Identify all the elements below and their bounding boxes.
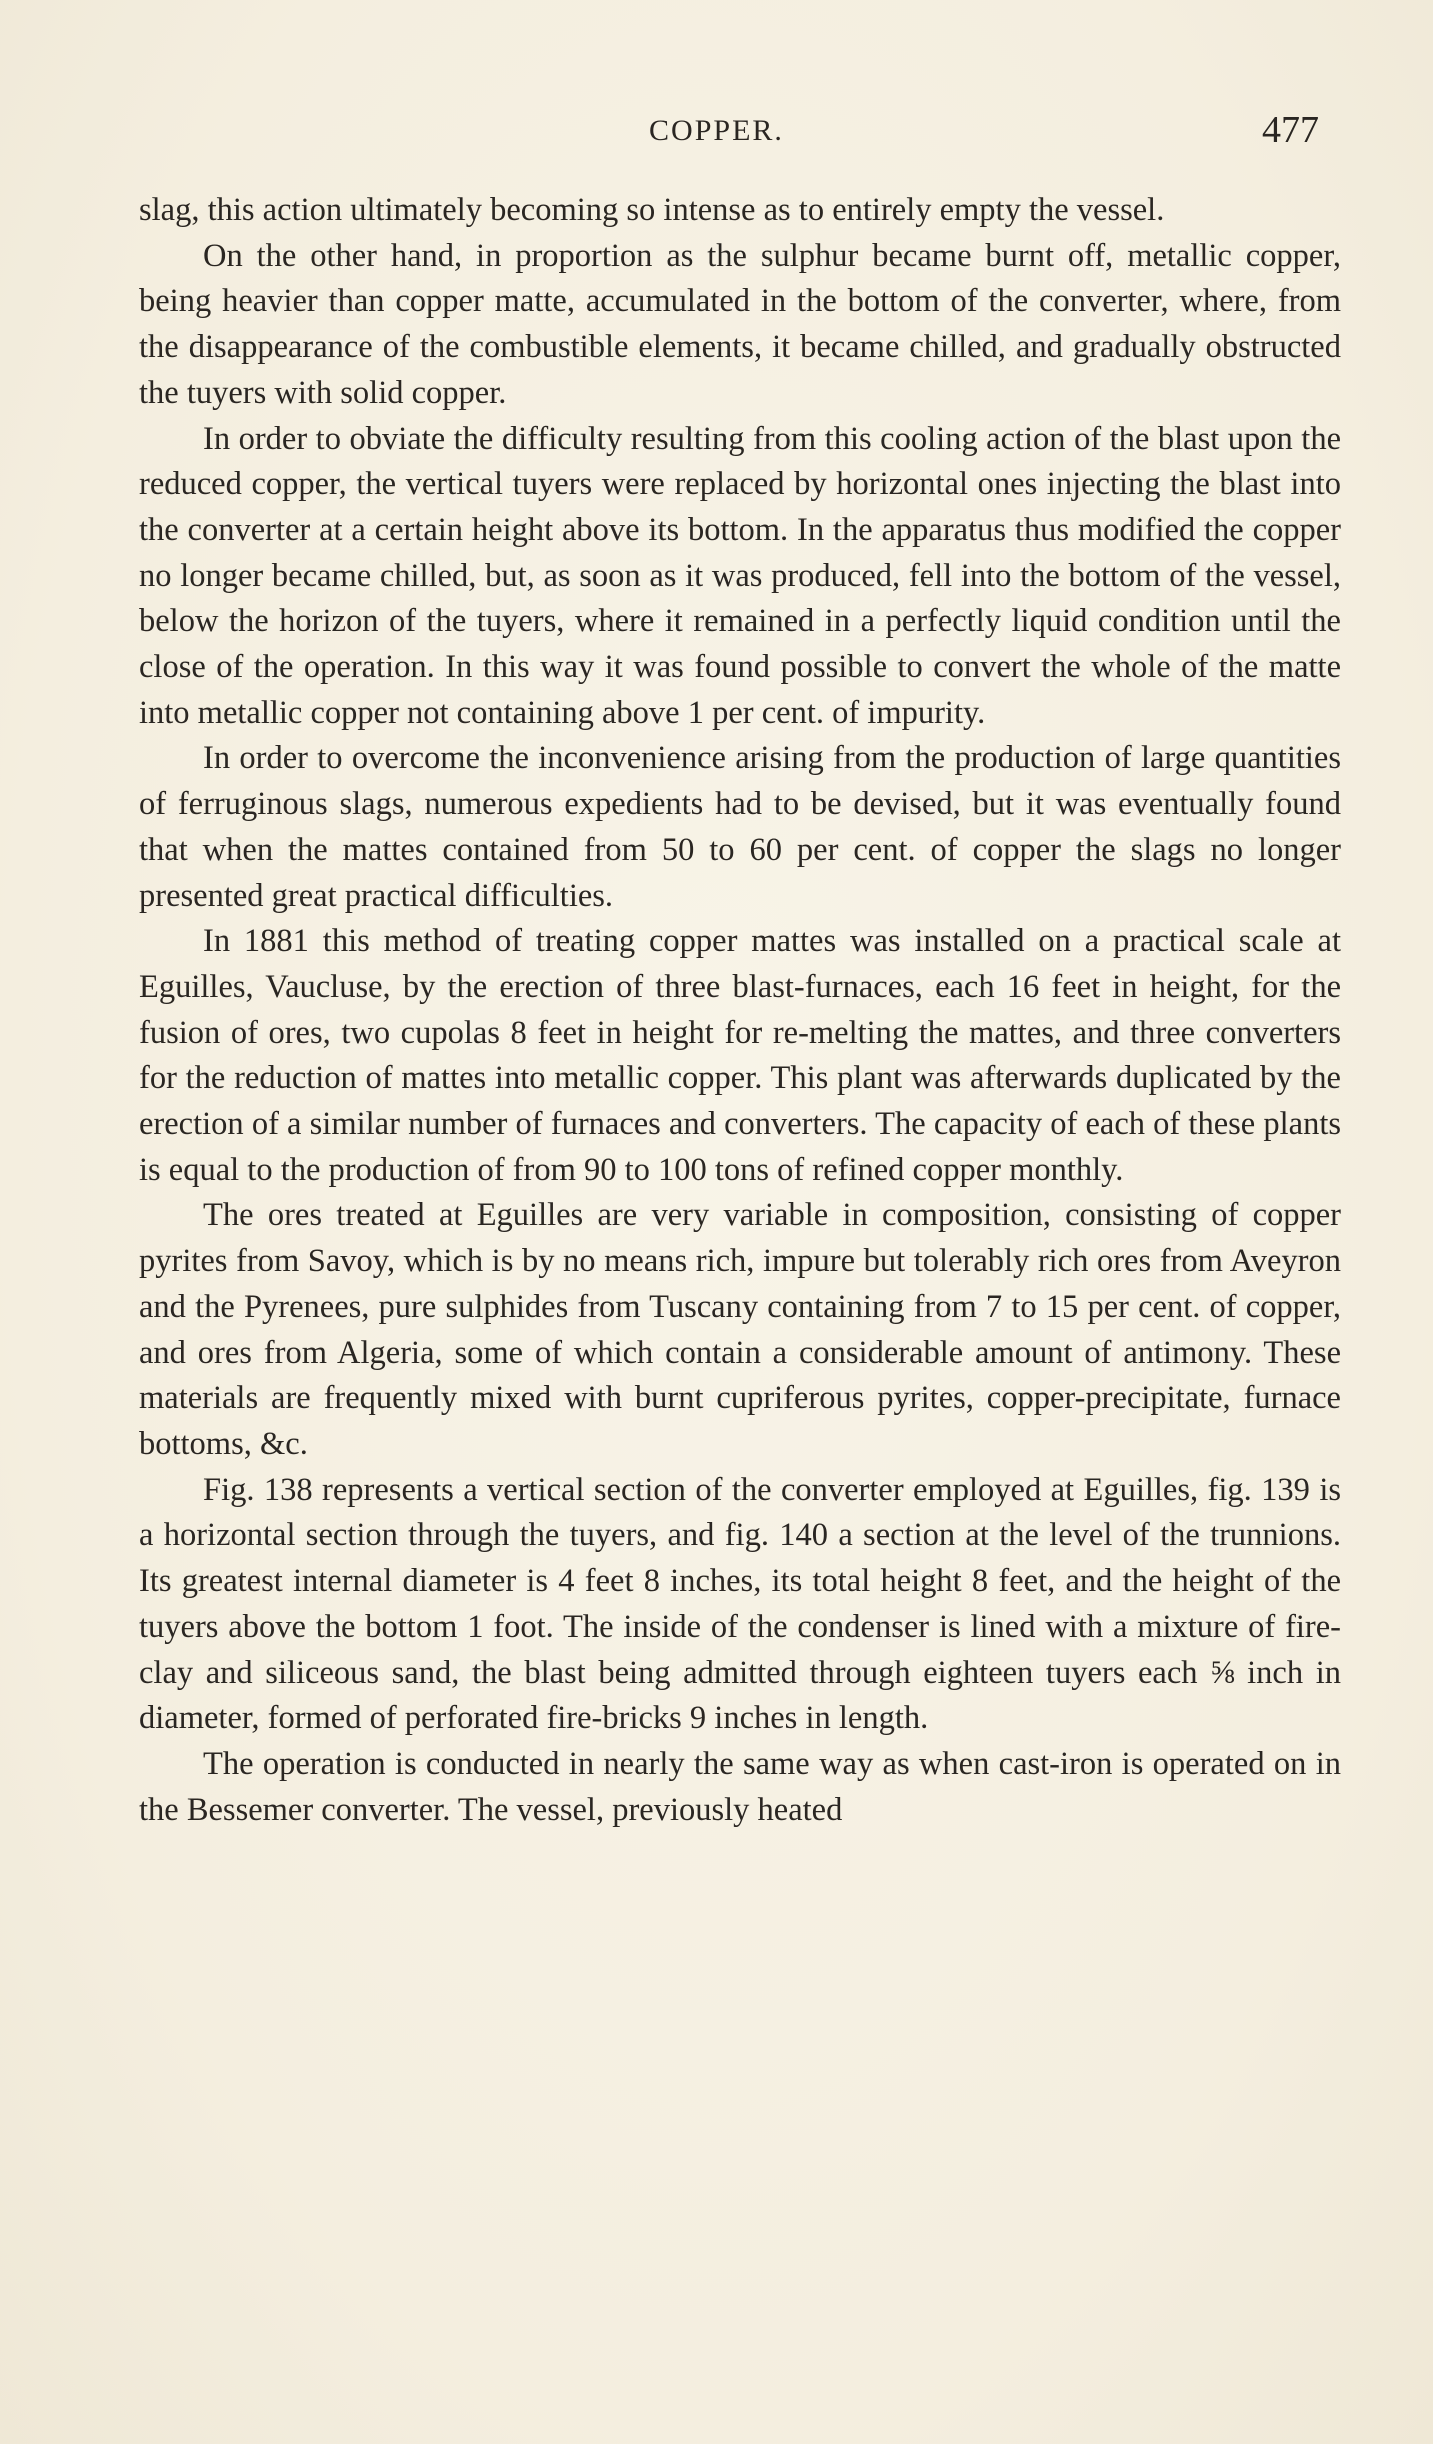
page-header bbox=[0, 108, 1433, 158]
paragraph: The operation is conducted in nearly the same way as when cast-iron is operated on in the Bessemer converter. The vessel, previously heated bbox=[139, 1745, 1341, 1828]
paragraph: slag, this action ultimately becoming so intense as to entirely empty the vessel. bbox=[139, 192, 1165, 228]
running-head: COPPER. bbox=[649, 114, 784, 147]
paragraph: In 1881 this method of treating copper mattes was installed on a practical scale at Eguilles, Vaucluse, by the erection of three blast-furnaces, each 16 feet in height, for the fusion of ores, two cupolas 8 feet in height for re-melting the mattes, and three converters for the reduction of mattes into metallic copper. This plant was afterwards duplicated by the erection of a similar number of furnaces and converters. The capacity of each of these plants is equal to the production of from 90 to 100 tons of refined copper monthly. bbox=[139, 923, 1341, 1188]
page-number: 477 bbox=[1262, 109, 1319, 151]
paragraph: The ores treated at Eguilles are very variable in composition, consisting of copper pyrites from Savoy, which is by no means rich, impure but tolerably rich ores from Aveyron and the Pyrenees, pure sulphides from Tuscany containing from 7 to 15 per cent. of copper, and ores from Algeria, some of which contain a considerable amount of antimony. These materials are frequently mixed with burnt cupriferous pyrites, copper-precipitate, furnace bottoms, &c. bbox=[139, 1197, 1341, 1462]
paragraph: In order to overcome the inconvenience arising from the production of large quantities of ferruginous slags, numerous expedients had to be devised, but it was eventually found that when the mattes contained from 50 to 60 per cent. of copper the slags no longer presented great practical difficulties. bbox=[139, 740, 1341, 914]
paragraph: In order to obviate the difficulty resulting from this cooling action of the blast upon the reduced copper, the vertical tuyers were replaced by horizontal ones injecting the blast into the converter at a certain height above its bottom. In the apparatus thus modified the copper no longer became chilled, but, as soon as it was produced, fell into the bottom of the vessel, below the horizon of the tuyers, where it remained in a perfectly liquid condition until the close of the operation. In this way it was found possible to convert the whole of the matte into metallic copper not containing above 1 per cent. of impurity. bbox=[139, 420, 1341, 731]
body-text bbox=[139, 188, 1341, 1833]
paragraph: On the other hand, in proportion as the sulphur became burnt off, metallic copper, being heavier than copper matte, accumulated in the bottom of the converter, where, from the disappearance of the combustible elements, it became chilled, and gradually obstructed the tuyers with solid copper. bbox=[139, 237, 1341, 411]
paragraph: Fig. 138 represents a vertical section of the converter employed at Eguilles, fig. 139 is a horizontal section through the tuyers, and fig. 140 a section at the level of the trunnions. Its greatest internal diameter is 4 feet 8 inches, its total height 8 feet, and the height of the tuyers above the bottom 1 foot. The inside of the condenser is lined with a mixture of fire-clay and siliceous sand, the blast being admitted through eighteen tuyers each ⅝ inch in diameter, formed of perforated fire-bricks 9 inches in length. bbox=[139, 1471, 1341, 1737]
